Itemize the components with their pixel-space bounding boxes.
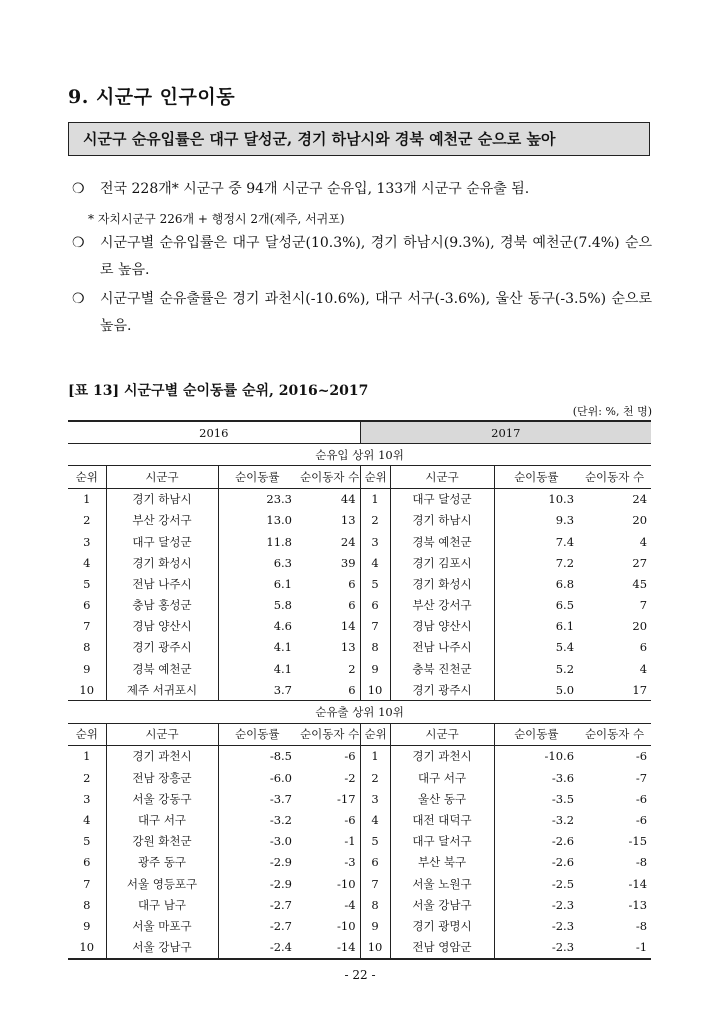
rank-cell: 4 [83, 812, 91, 827]
region-2017-cell: 울산 동구 [390, 788, 494, 809]
rate-2017-cell: 5.2 [494, 658, 578, 679]
col-rank-header: 순위 [360, 723, 390, 745]
rank-cell: 3 [360, 788, 390, 809]
region-2017-cell: 충북 진천군 [390, 658, 494, 679]
section-band-title: 순유입 상위 10위 [68, 444, 651, 466]
rank-cell: 1 [360, 745, 390, 767]
table-row [68, 573, 651, 594]
region-2016-cell: 경기 과천시 [106, 745, 218, 767]
footnote: * 자치시군구 226개 + 행정시 2개(제주, 서귀포) [88, 212, 345, 226]
region-2017-cell: 전남 영암군 [390, 937, 494, 959]
count-2017-cell: -6 [635, 749, 648, 764]
rate-2016-cell: 11.8 [218, 531, 296, 552]
region-2016-cell: 충남 홍성군 [106, 595, 218, 616]
count-2017-cell: -14 [628, 876, 648, 891]
rank-cell: 3 [83, 791, 91, 806]
region-2017-cell: 경기 김포시 [390, 552, 494, 573]
bullet-circle-icon: ❍ [72, 181, 85, 197]
count-2017-cell: 45 [632, 576, 648, 591]
bullet-3 [72, 286, 652, 340]
col-rate-header: 순이동률 [218, 723, 296, 745]
rank-cell: 5 [83, 576, 91, 591]
rank-cell: 6 [360, 595, 390, 616]
count-2017-cell: -8 [635, 918, 648, 933]
rank-cell: 2 [360, 510, 390, 531]
rank-cell: 8 [83, 897, 91, 912]
region-2016-cell: 경기 광주시 [106, 637, 218, 658]
region-2016-cell: 경기 하남시 [106, 488, 218, 510]
region-2017-cell: 서울 강남구 [390, 894, 494, 915]
count-2016-cell: 14 [340, 619, 356, 634]
rank-cell: 8 [83, 640, 91, 655]
rank-cell: 2 [360, 767, 390, 788]
year-header-row [68, 421, 651, 444]
rate-2016-cell: 4.1 [218, 658, 296, 679]
table-row [68, 510, 651, 531]
section-band-row [68, 701, 651, 723]
region-2016-cell: 서울 강남구 [106, 937, 218, 959]
table-row [68, 788, 651, 809]
count-2017-cell: -15 [628, 834, 648, 849]
count-2016-cell: 6 [348, 598, 356, 613]
region-2017-cell: 대전 대덕구 [390, 809, 494, 830]
table-row [68, 873, 651, 894]
bullet-2 [72, 230, 652, 284]
count-2016-cell: 2 [348, 661, 356, 676]
rate-2017-cell: 7.4 [494, 531, 578, 552]
rank-cell: 7 [83, 876, 91, 891]
region-2017-cell: 대구 달성군 [390, 488, 494, 510]
col-region-header: 시군구 [390, 723, 494, 745]
rate-2017-cell: 6.5 [494, 595, 578, 616]
col-count-header: 순이동자 수 [296, 466, 360, 488]
region-2016-cell: 경기 화성시 [106, 552, 218, 573]
bullet-circle-icon: ❍ [72, 235, 85, 251]
region-2016-cell: 강원 화천군 [106, 831, 218, 852]
count-2016-cell: -10 [337, 918, 356, 933]
region-2016-cell: 광주 동구 [106, 852, 218, 873]
count-2016-cell: 44 [340, 492, 356, 507]
rank-cell: 9 [360, 658, 390, 679]
region-2016-cell: 대구 서구 [106, 809, 218, 830]
col-region-header: 시군구 [390, 466, 494, 488]
region-2016-cell: 서울 강동구 [106, 788, 218, 809]
migration-rank-table [68, 420, 651, 960]
count-2017-cell: 4 [639, 661, 648, 676]
rate-2017-cell: -2.3 [494, 894, 578, 915]
rank-cell: 6 [83, 855, 91, 870]
count-2016-cell: -17 [337, 791, 356, 806]
col-rank-header: 순위 [68, 723, 106, 745]
region-2017-cell: 대구 서구 [390, 767, 494, 788]
count-2016-cell: 6 [296, 679, 360, 701]
table-row [68, 852, 651, 873]
region-2017-cell: 경기 광주시 [390, 679, 494, 701]
rate-2017-cell: 10.3 [494, 488, 578, 510]
rank-cell: 10 [360, 937, 390, 959]
rate-2017-cell: 6.1 [494, 616, 578, 637]
section-band-title: 순유출 상위 10위 [68, 701, 651, 723]
col-rate-header: 순이동률 [494, 723, 578, 745]
region-2017-cell: 경남 양산시 [390, 616, 494, 637]
rate-2017-cell: -10.6 [494, 745, 578, 767]
page-number: - 22 - [344, 968, 376, 982]
rate-2017-cell: -3.6 [494, 767, 578, 788]
col-region-header: 시군구 [106, 723, 218, 745]
region-2016-cell: 전남 장흥군 [106, 767, 218, 788]
rank-cell: 10 [68, 679, 106, 701]
rate-2016-cell: 4.6 [218, 616, 296, 637]
bullet-text: 시군구별 순유입률은 대구 달성군(10.3%), 경기 하남시(9.3%), 경북 예천군(7.4%) 순으로 높음. [100, 235, 652, 278]
rank-cell: 9 [360, 915, 390, 936]
table-row [68, 937, 651, 959]
rate-2017-cell: 9.3 [494, 510, 578, 531]
count-2017-cell: 6 [639, 640, 648, 655]
table-unit: (단위: %, 천 명) [572, 405, 652, 418]
rank-cell: 7 [360, 873, 390, 894]
rank-cell: 7 [360, 616, 390, 637]
rank-cell: 5 [83, 834, 91, 849]
rate-2017-cell: 5.4 [494, 637, 578, 658]
count-2016-cell: -10 [337, 876, 356, 891]
bullet-text: 시군구별 순유출률은 경기 과천시(-10.6%), 대구 서구(-3.6%), 울산 동구(-3.5%) 순으로 높음. [100, 291, 652, 334]
table-row [68, 767, 651, 788]
bullet-circle-icon: ❍ [72, 291, 85, 307]
region-2017-cell: 서울 노원구 [390, 873, 494, 894]
count-2017-cell: -1 [578, 937, 651, 959]
rate-2016-cell: -2.7 [218, 915, 296, 936]
rate-2016-cell: 5.8 [218, 595, 296, 616]
rate-2017-cell: -2.6 [494, 852, 578, 873]
region-2017-cell: 경기 광명시 [390, 915, 494, 936]
count-2016-cell: -1 [344, 834, 356, 849]
count-2016-cell: -6 [344, 812, 356, 827]
region-2016-cell: 대구 달성군 [106, 531, 218, 552]
col-rank-header: 순위 [360, 466, 390, 488]
table-row [68, 637, 651, 658]
table-row [68, 616, 651, 637]
count-2017-cell: 24 [632, 492, 648, 507]
count-2017-cell: -13 [628, 897, 648, 912]
rate-2017-cell: -3.2 [494, 809, 578, 830]
region-2017-cell: 전남 나주시 [390, 637, 494, 658]
count-2017-cell: -7 [635, 770, 648, 785]
year-2017: 2017 [360, 421, 651, 444]
count-2017-cell: 20 [632, 513, 648, 528]
col-rate-header: 순이동률 [218, 466, 296, 488]
rank-cell: 3 [360, 531, 390, 552]
rate-2016-cell: 6.1 [218, 573, 296, 594]
table-row [68, 745, 651, 767]
rank-cell: 5 [360, 831, 390, 852]
region-2017-cell: 부산 북구 [390, 852, 494, 873]
count-2016-cell: -14 [296, 937, 360, 959]
rate-2016-cell: 13.0 [218, 510, 296, 531]
count-2016-cell: -4 [344, 897, 356, 912]
rate-2016-cell: -8.5 [218, 745, 296, 767]
region-2017-cell: 대구 달서구 [390, 831, 494, 852]
region-2016-cell: 경남 양산시 [106, 616, 218, 637]
rate-2017-cell: -2.6 [494, 831, 578, 852]
rank-cell: 1 [83, 492, 91, 507]
rank-cell: 8 [360, 637, 390, 658]
region-2016-cell: 서울 영등포구 [106, 873, 218, 894]
rank-cell: 7 [83, 619, 91, 634]
count-2016-cell: 6 [348, 576, 356, 591]
rate-2016-cell: -2.4 [218, 937, 296, 959]
section-title: 9. 시군구 인구이동 [68, 86, 236, 108]
rank-cell: 9 [83, 661, 91, 676]
table-row [68, 488, 651, 510]
rank-cell: 4 [360, 552, 390, 573]
rank-cell: 9 [83, 918, 91, 933]
region-2017-cell: 경기 과천시 [390, 745, 494, 767]
rate-2017-cell: -2.3 [494, 915, 578, 936]
col-rate-header: 순이동률 [494, 466, 578, 488]
table-row [68, 679, 651, 701]
year-2016: 2016 [68, 421, 360, 444]
count-2017-cell: 27 [632, 555, 648, 570]
rank-cell: 1 [83, 749, 91, 764]
region-2017-cell: 부산 강서구 [390, 595, 494, 616]
table-row [68, 595, 651, 616]
col-count-header: 순이동자 수 [296, 723, 360, 745]
count-2016-cell: 13 [340, 513, 356, 528]
rate-2016-cell: -6.0 [218, 767, 296, 788]
rate-2016-cell: -3.0 [218, 831, 296, 852]
rank-cell: 6 [83, 598, 91, 613]
count-2017-cell: -8 [635, 855, 648, 870]
rate-2016-cell: -3.2 [218, 809, 296, 830]
column-header-row [68, 723, 651, 745]
bullet-text: 전국 228개* 시군구 중 94개 시군구 순유입, 133개 시군구 순유출 됨. [100, 181, 530, 197]
rank-cell: 5 [360, 573, 390, 594]
count-2016-cell: 24 [340, 534, 356, 549]
region-2017-cell: 경기 하남시 [390, 510, 494, 531]
table-row [68, 809, 651, 830]
region-2016-cell: 전남 나주시 [106, 573, 218, 594]
col-region-header: 시군구 [106, 466, 218, 488]
rate-2017-cell: -3.5 [494, 788, 578, 809]
table-row [68, 915, 651, 936]
count-2017-cell: 20 [632, 619, 648, 634]
region-2016-cell: 부산 강서구 [106, 510, 218, 531]
table-row [68, 894, 651, 915]
rank-cell: 6 [360, 852, 390, 873]
bullet-1 [72, 176, 652, 203]
count-2017-cell: 17 [578, 679, 651, 701]
rank-cell: 3 [83, 534, 91, 549]
rate-2016-cell: -2.9 [218, 852, 296, 873]
rank-cell: 10 [360, 679, 390, 701]
summary-box: 시군구 순유입률은 대구 달성군, 경기 하남시와 경북 예천군 순으로 높아 [68, 122, 650, 156]
region-2016-cell: 경북 예천군 [106, 658, 218, 679]
count-2017-cell: 4 [639, 534, 648, 549]
count-2016-cell: -3 [344, 855, 356, 870]
count-2017-cell: -6 [635, 812, 648, 827]
rank-cell: 10 [68, 937, 106, 959]
col-count-header: 순이동자 수 [578, 723, 651, 745]
col-count-header: 순이동자 수 [578, 466, 651, 488]
rate-2017-cell: -2.3 [494, 937, 578, 959]
count-2017-cell: 7 [639, 598, 648, 613]
region-2017-cell: 경기 화성시 [390, 573, 494, 594]
count-2016-cell: 39 [340, 555, 356, 570]
table-row [68, 531, 651, 552]
region-2016-cell: 제주 서귀포시 [106, 679, 218, 701]
table-row [68, 831, 651, 852]
rate-2016-cell: 6.3 [218, 552, 296, 573]
rate-2016-cell: 4.1 [218, 637, 296, 658]
rate-2017-cell: -2.5 [494, 873, 578, 894]
rate-2017-cell: 6.8 [494, 573, 578, 594]
rank-cell: 8 [360, 894, 390, 915]
count-2016-cell: -2 [344, 770, 356, 785]
col-rank-header: 순위 [68, 466, 106, 488]
column-header-row [68, 466, 651, 488]
rate-2016-cell: -2.7 [218, 894, 296, 915]
count-2017-cell: -6 [635, 791, 648, 806]
rank-cell: 1 [360, 488, 390, 510]
rank-cell: 2 [83, 513, 91, 528]
rate-2016-cell: -2.9 [218, 873, 296, 894]
rank-cell: 4 [83, 555, 91, 570]
region-2017-cell: 경북 예천군 [390, 531, 494, 552]
rate-2016-cell: 23.3 [218, 488, 296, 510]
rate-2016-cell: 3.7 [218, 679, 296, 701]
count-2016-cell: -6 [344, 749, 356, 764]
table-row [68, 552, 651, 573]
region-2016-cell: 대구 남구 [106, 894, 218, 915]
table-title: [표 13] 시군구별 순이동률 순위, 2016~2017 [68, 383, 369, 399]
rate-2017-cell: 7.2 [494, 552, 578, 573]
rank-cell: 2 [83, 770, 91, 785]
section-band-row [68, 444, 651, 466]
region-2016-cell: 서울 마포구 [106, 915, 218, 936]
rate-2016-cell: -3.7 [218, 788, 296, 809]
rate-2017-cell: 5.0 [494, 679, 578, 701]
table-row [68, 658, 651, 679]
count-2016-cell: 13 [340, 640, 356, 655]
rank-cell: 4 [360, 809, 390, 830]
